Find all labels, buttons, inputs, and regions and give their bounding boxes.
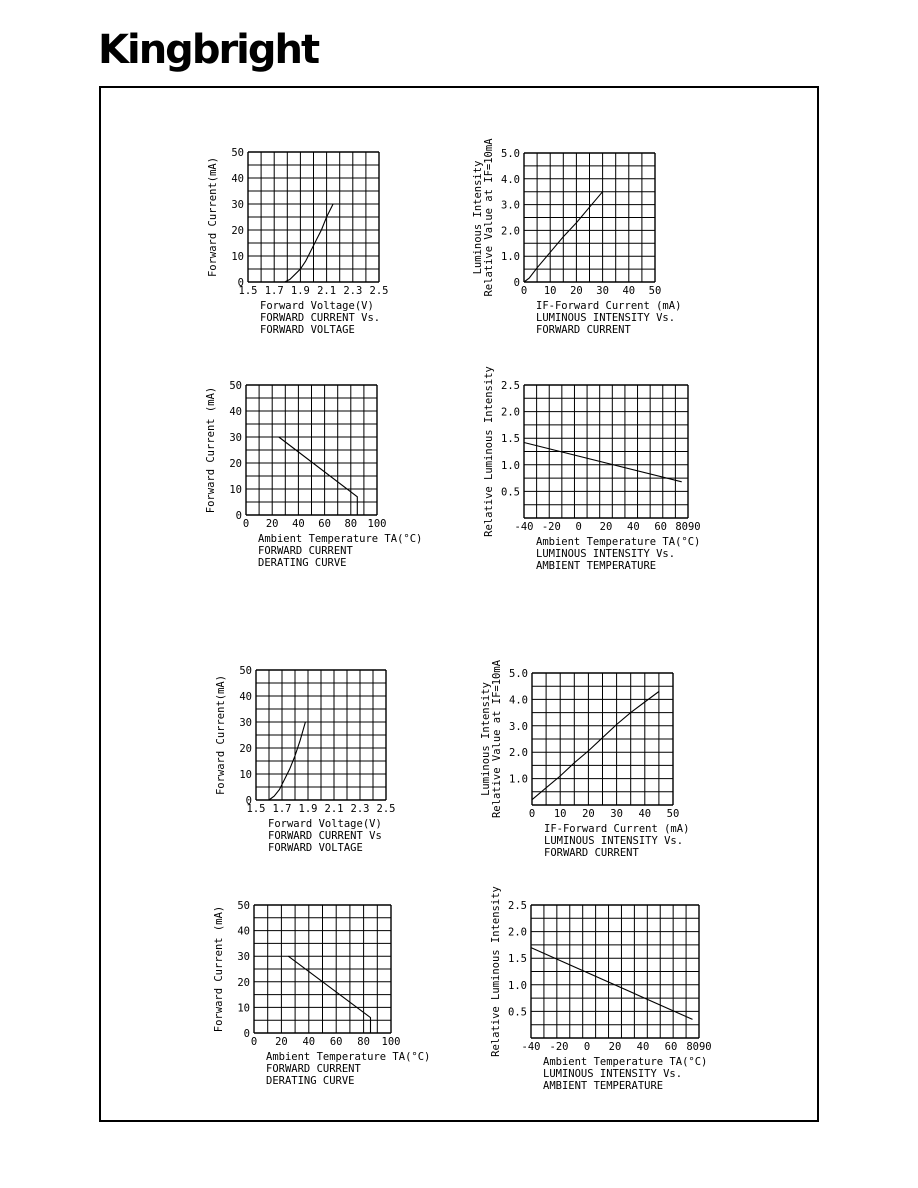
- y-tick-label: 5.0: [501, 148, 520, 160]
- x-tick-label: 10: [543, 285, 557, 297]
- chart-forward-current-vs-voltage-2: [215, 665, 396, 854]
- chart-caption-line: FORWARD CURRENT Vs: [268, 830, 382, 842]
- y-axis-title: Luminous Intensity: [472, 160, 484, 275]
- y-tick-label: 30: [239, 717, 252, 729]
- y-tick-label: 20: [237, 976, 250, 989]
- chart-caption-line: LUMINOUS INTENSITY Vs.: [543, 1068, 683, 1080]
- x-axis-title: Ambient Temperature TA(°C): [536, 536, 701, 548]
- x-axis-title: Forward Voltage(V): [268, 818, 382, 830]
- y-tick-label: 3.0: [509, 720, 528, 733]
- x-tick-label: 20: [582, 808, 595, 820]
- x-tick-label: 20: [599, 521, 613, 533]
- y-tick-label: 2.0: [509, 747, 528, 760]
- brand-logo: Kingbright: [98, 27, 319, 73]
- chart-forward-current-vs-voltage-1: [207, 147, 389, 336]
- chart-luminous-intensity-vs-current-2: [480, 659, 690, 859]
- data-series-line: [532, 692, 659, 800]
- chart-luminous-intensity-vs-current-1: [472, 138, 682, 336]
- x-axis-title: Forward Voltage(V): [260, 300, 374, 312]
- x-tick-label: -20: [541, 521, 561, 533]
- y-tick-label: 1.0: [501, 459, 520, 472]
- chart-derating-curve-2: [213, 900, 431, 1087]
- y-tick-label: 4.0: [509, 694, 528, 707]
- y-tick-label: 40: [237, 925, 250, 938]
- x-tick-label: 60: [664, 1041, 678, 1053]
- y-tick-label: 0: [235, 510, 242, 522]
- chart-luminous-intensity-vs-temperature-1: [483, 366, 701, 572]
- x-tick-label: -20: [549, 1041, 569, 1053]
- y-axis-title: Relative Luminous Intensity: [490, 886, 502, 1057]
- chart-caption-line: FORWARD CURRENT: [544, 847, 639, 859]
- chart-caption-line: AMBIENT TEMPERATURE: [536, 560, 657, 572]
- y-tick-label: 1.0: [508, 979, 527, 992]
- y-tick-label: 50: [239, 665, 252, 677]
- y-tick-label: 10: [237, 1002, 250, 1015]
- y-tick-label: 3.0: [501, 199, 520, 212]
- y-tick-label: 2.5: [501, 380, 520, 392]
- x-axis-title: IF-Forward Current (mA): [544, 823, 690, 835]
- x-tick-label: 2.3: [350, 803, 370, 815]
- x-tick-label: 1.7: [272, 803, 292, 815]
- y-tick-label: 5.0: [509, 668, 528, 680]
- chart-derating-curve-1: [205, 380, 423, 569]
- x-tick-label: 2.5: [376, 803, 396, 815]
- y-axis-title: Relative Value at IF=10mA: [491, 659, 503, 819]
- x-axis-title: Ambient Temperature TA(°C): [258, 533, 423, 545]
- y-tick-label: 50: [237, 900, 250, 912]
- x-tick-label: 8090: [686, 1041, 712, 1053]
- x-tick-label: 50: [648, 285, 662, 297]
- data-series-line: [524, 443, 682, 482]
- x-tick-label: 1.5: [238, 285, 258, 297]
- y-tick-label: 10: [231, 251, 244, 263]
- y-tick-label: 1.5: [501, 433, 520, 446]
- chart-caption-line: LUMINOUS INTENSITY Vs.: [536, 548, 676, 560]
- x-tick-label: 0: [520, 285, 528, 297]
- y-tick-label: 40: [239, 691, 252, 703]
- x-tick-label: 30: [610, 808, 623, 820]
- chart-caption-line: DERATING CURVE: [258, 557, 347, 569]
- x-tick-label: 80: [357, 1036, 370, 1048]
- x-tick-label: 100: [381, 1036, 401, 1048]
- y-tick-label: 30: [231, 199, 244, 211]
- chart-caption-line: LUMINOUS INTENSITY Vs.: [536, 312, 676, 324]
- y-tick-label: 40: [231, 173, 244, 185]
- x-tick-label: 20: [570, 285, 583, 297]
- x-tick-label: 2.1: [317, 285, 337, 297]
- y-tick-label: 0.5: [501, 486, 520, 499]
- y-tick-label: 2.0: [501, 406, 520, 419]
- x-tick-label: 2.3: [343, 285, 363, 297]
- x-tick-label: 20: [265, 518, 279, 530]
- x-axis-title: IF-Forward Current (mA): [536, 300, 682, 312]
- chart-caption-line: LUMINOUS INTENSITY Vs.: [544, 835, 684, 847]
- chart-caption-line: FORWARD VOLTAGE: [268, 842, 363, 854]
- y-tick-label: 20: [229, 458, 242, 470]
- chart-caption-line: AMBIENT TEMPERATURE: [543, 1080, 664, 1092]
- y-tick-label: 4.0: [501, 173, 520, 186]
- x-tick-label: -40: [521, 1041, 541, 1053]
- y-tick-label: 0: [243, 1028, 250, 1040]
- chart-caption-line: FORWARD CURRENT: [266, 1063, 361, 1075]
- x-tick-label: 60: [318, 518, 331, 530]
- y-axis-title: Luminous Intensity: [480, 682, 492, 796]
- x-tick-label: 1.9: [290, 285, 310, 297]
- x-axis-title: Ambient Temperature TA(°C): [266, 1051, 431, 1063]
- chart-luminous-intensity-vs-temperature-2: [490, 886, 712, 1092]
- x-tick-label: 10: [553, 808, 567, 820]
- y-tick-label: 2.0: [508, 926, 527, 939]
- x-tick-label: 20: [275, 1036, 288, 1048]
- chart-caption-line: FORWARD VOLTAGE: [260, 324, 355, 336]
- x-axis-title: Ambient Temperature TA(°C): [543, 1056, 708, 1068]
- y-axis-title: Forward Current (mA): [213, 905, 225, 1033]
- y-tick-label: 1.0: [501, 251, 520, 264]
- x-tick-label: 80: [344, 518, 358, 530]
- y-tick-label: 20: [239, 743, 252, 755]
- y-axis-title: Forward Current(mA): [215, 674, 227, 796]
- y-axis-title: Relative Luminous Intensity: [483, 366, 495, 537]
- y-tick-label: 10: [239, 769, 252, 781]
- y-tick-label: 30: [229, 432, 242, 444]
- x-tick-label: 1.7: [264, 285, 284, 297]
- y-tick-label: 0: [237, 277, 244, 289]
- y-tick-label: 0: [245, 795, 252, 807]
- y-tick-label: 1.5: [508, 953, 527, 966]
- y-tick-label: 50: [231, 147, 244, 159]
- x-tick-label: 0: [242, 518, 250, 530]
- x-tick-label: 2.1: [324, 803, 344, 815]
- y-tick-label: 30: [237, 951, 250, 964]
- y-tick-label: 2.5: [508, 900, 527, 912]
- chart-caption-line: DERATING CURVE: [266, 1075, 355, 1087]
- x-tick-label: 0: [575, 521, 582, 533]
- x-tick-label: 60: [654, 521, 667, 533]
- x-tick-label: 40: [302, 1036, 316, 1048]
- y-tick-label: 40: [229, 406, 242, 418]
- chart-caption-line: FORWARD CURRENT: [536, 324, 631, 336]
- y-tick-label: 50: [229, 380, 242, 392]
- x-tick-label: 40: [636, 1041, 650, 1053]
- x-tick-label: 30: [596, 285, 609, 297]
- x-tick-label: 0: [583, 1041, 591, 1053]
- x-tick-label: 1.9: [298, 803, 318, 815]
- x-tick-label: 40: [627, 521, 640, 533]
- x-tick-label: -40: [514, 521, 534, 533]
- x-tick-label: 100: [367, 518, 387, 530]
- y-tick-label: 1.0: [509, 773, 528, 786]
- y-axis-title: Forward Current (mA): [205, 386, 217, 514]
- chart-caption-line: FORWARD CURRENT: [258, 545, 353, 557]
- x-tick-label: 50: [666, 808, 680, 820]
- x-tick-label: 60: [329, 1036, 343, 1048]
- y-axis-title: Relative Value at IF=10mA: [483, 138, 495, 297]
- y-tick-label: 10: [229, 484, 242, 496]
- x-tick-label: 8090: [675, 521, 701, 533]
- x-tick-label: 2.5: [369, 285, 389, 297]
- x-tick-label: 40: [292, 518, 305, 530]
- x-tick-label: 0: [250, 1036, 258, 1048]
- y-axis-title: Forward Current(mA): [207, 156, 219, 278]
- x-tick-label: 0: [528, 808, 536, 820]
- y-tick-label: 2.0: [501, 225, 520, 238]
- x-tick-label: 40: [622, 285, 636, 297]
- chart-caption-line: FORWARD CURRENT Vs.: [260, 312, 381, 324]
- y-tick-label: 0: [513, 277, 520, 289]
- x-tick-label: 1.5: [246, 803, 266, 815]
- x-tick-label: 40: [638, 808, 652, 820]
- y-tick-label: 0.5: [508, 1006, 527, 1019]
- x-tick-label: 20: [608, 1041, 622, 1053]
- y-tick-label: 20: [231, 225, 244, 237]
